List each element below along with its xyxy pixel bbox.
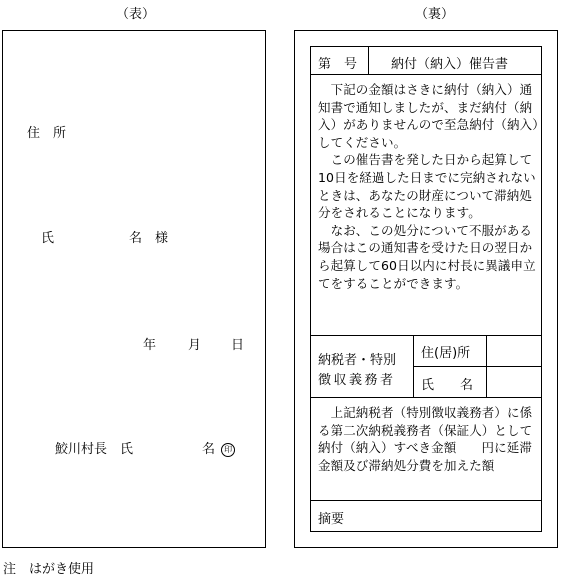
remarks-label: 摘要 [318,512,345,527]
footnote: 注 はがき使用 [3,562,95,577]
front-heading: （表） [116,7,156,22]
front-address-label: 住 所 [27,126,67,141]
notice-paragraphs: 下記の金額はさきに納付（納入）通知書で通知しましたが、まだ納付（納入）がありませんので至急納付（納入）してください。 この催告書を発した日から起算して10日を経過した日までに完納されないときは、あなたの財産について滞納処分をされることになります。 なお、この処分について不服がある場合はこの通知書を受けた日の翌日から起算して60日以内に村長に異議申立てをすることができます。 [318,82,539,291]
front-mayor-label: 鮫川村長 氏 [55,442,134,457]
taxpayer-label-1: 納税者・特別 [318,353,397,368]
front-card [2,30,266,548]
taxpayer-label-2: 徴収義務者 [318,373,396,388]
title-number-divider [368,46,369,74]
front-name-label-2: 名 様 [129,231,169,246]
residence-label: 住(居)所 [421,346,471,361]
secondary-top-divider [310,397,542,398]
front-date-day: 日 [231,338,245,353]
front-date-month: 月 [188,338,202,353]
title-row-divider [310,74,542,75]
taxpayer-top-divider [310,335,542,336]
front-date-year: 年 [143,338,157,353]
front-mayor-name-label [202,438,235,457]
document-title: 納付（納入）催告書 [391,57,509,72]
back-heading: （裏） [415,7,455,22]
seal-icon: 印 [221,443,235,457]
remarks-top-divider [310,500,542,501]
taxpayer-name-label: 氏 名 [421,378,474,393]
front-name-label-1: 氏 [41,231,55,246]
number-label: 第 号 [318,57,358,72]
front-mayor-name-text: 名 [202,442,216,457]
taxpayer-mid-divider [413,366,542,367]
secondary-text-block [318,404,540,474]
notice-body-text [318,81,540,292]
secondary-text: 上記納税者（特別徴収義務者）に係る第二次納税義務者（保証人）として納付（納入）すべき金額 円に延滞金額及び滞納処分費を加えた額 [318,405,533,473]
